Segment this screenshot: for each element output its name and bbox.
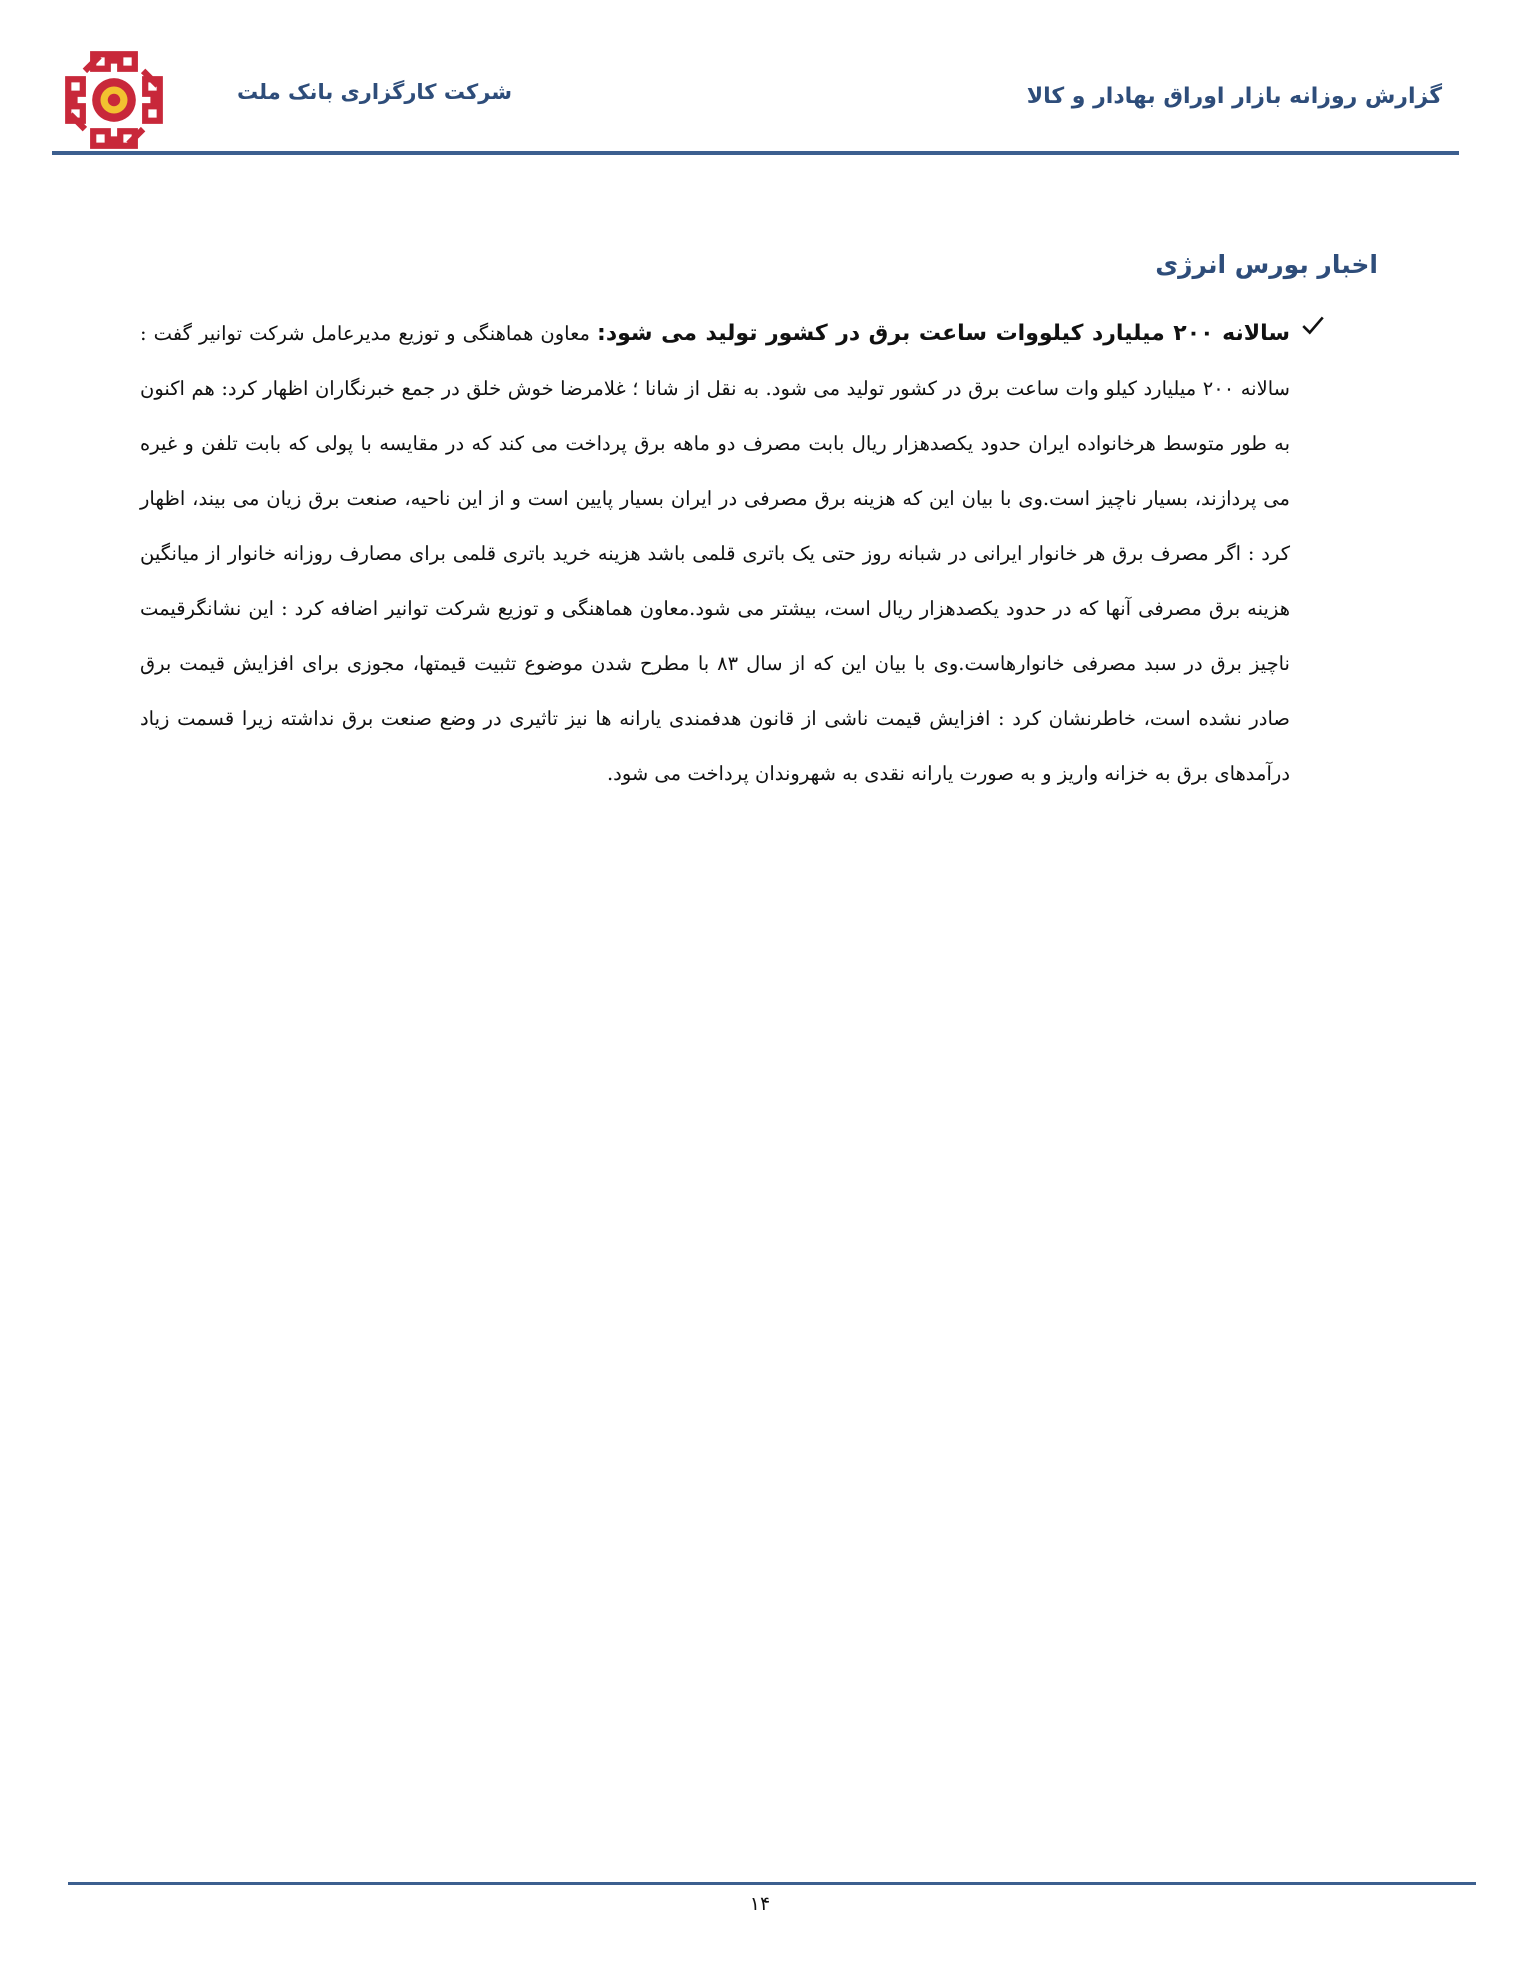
company-name: شرکت کارگزاری بانک ملت bbox=[236, 80, 512, 104]
checkmark-icon bbox=[1300, 312, 1326, 338]
news-article bbox=[140, 306, 1290, 801]
page-number: ۱۴ bbox=[749, 1893, 771, 1915]
header-divider bbox=[52, 151, 1459, 155]
footer-divider bbox=[68, 1882, 1476, 1885]
report-title: گزارش روزانه بازار اوراق بهادار و کالا bbox=[1026, 84, 1442, 109]
article-headline: سالانه ۲۰۰ میلیارد کیلووات ساعت برق در کشور تولید می شود: bbox=[597, 321, 1290, 346]
article-body: معاون هماهنگی و توزیع مدیرعامل شرکت توانیر گفت : سالانه ۲۰۰ میلیارد کیلو وات ساعت برق در کشور تولید می شود. به نقل از شانا ؛ غلامرضا خوش خلق در جمع خبرنگاران اظهار کرد: هم اکنون به طور متوسط هرخانواده ایران حدود یکصدهزار ریال بابت مصرف دو ماهه برق پرداخت می کند که در مقایسه با پولی که بابت تلفن و غیره می پردازند، بسیار ناچیز است.وی با بیان این که هزینه برق مصرفی در ایران بسیار پایین است و از این ناحیه، صنعت برق زیان می بیند، اظهار کرد : اگر مصرف برق هر خانوار ایرانی در شبانه روز حتی یک باتری قلمی باشد هزینه خرید باتری قلمی برای مصارف روزانه خانوار از میانگین هزینه برق مصرفی آنها که در حدود یکصدهزار ریال است، بیشتر می شود.معاون هماهنگی و توزیع شرکت توانیر اضافه کرد : این نشانگرقیمت ناچیز برق در سبد مصرفی خانوارهاست.وی با بیان این که از سال ۸۳ با مطرح شدن موضوع تثبیت قیمتها، مجوزی برای افزایش قیمت برق صادر نشده است، خاطرنشان کرد : افزایش قیمت ناشی از قانون هدفمندی یارانه ها نیز تاثیری در وضع صنعت برق نداشته زیرا قسمت زیاد درآمدهای برق به خزانه واریز و به صورت یارانه نقدی به شهروندان پرداخت می شود. bbox=[140, 322, 1291, 785]
section-title: اخبار بورس انرژی bbox=[1155, 250, 1378, 279]
bank-mellat-logo-icon bbox=[62, 48, 166, 152]
